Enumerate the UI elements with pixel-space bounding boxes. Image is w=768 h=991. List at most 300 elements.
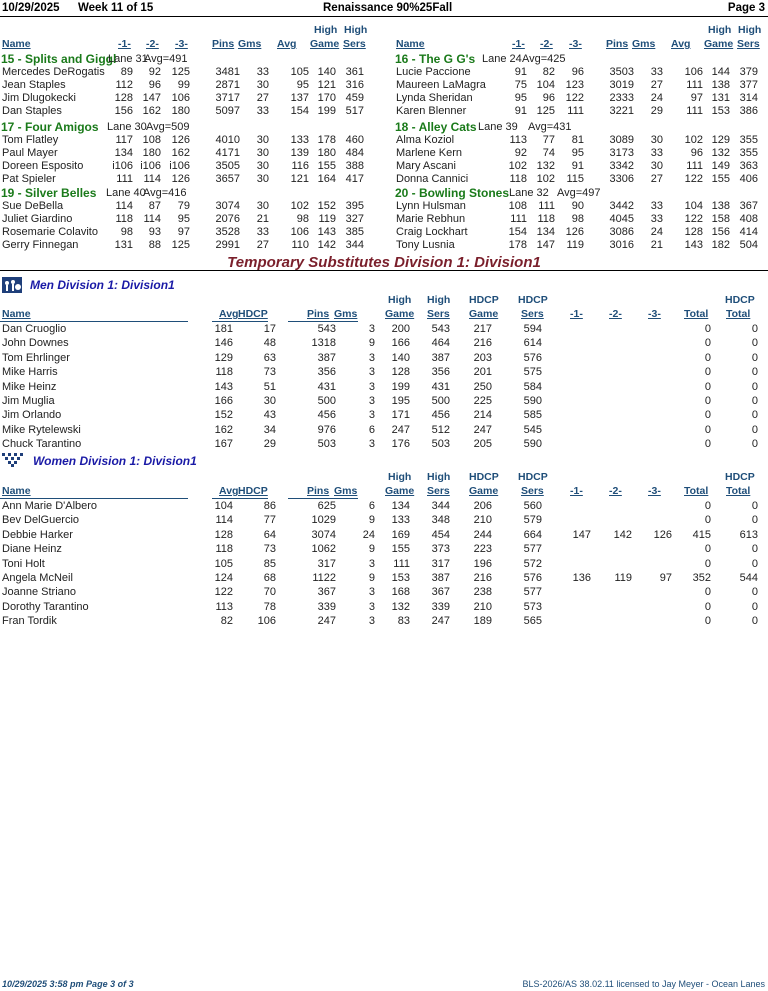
substitute-stat: 3 [368,438,375,451]
substitute-stat: 577 [523,586,542,599]
substitute-stat: 51 [263,380,276,393]
bowler-stat: 75 [514,79,527,91]
substitute-name: Debbie Harker [2,528,73,541]
substitute-stat: 104 [214,500,233,512]
bowler-stat: 30 [256,173,269,185]
substitute-name: Dorothy Tarantino [2,600,89,613]
sub-col-game2: -2- [609,485,622,497]
col-header-high: High [314,24,338,36]
substitute-stat: 3 [368,395,375,407]
team-lane: Lane 39 [478,121,518,133]
bowler-name: Donna Cannici [396,173,469,185]
bowler-stat: 33 [650,66,663,78]
substitute-stat: 0 [751,557,758,570]
bowler-stat: 180 [142,147,161,159]
bowler-stat: 111 [116,173,133,185]
header-underline [0,321,188,322]
substitute-stat: 216 [473,337,492,350]
bowler-stat: 3074 [215,200,240,212]
bowler-stat: 111 [686,105,703,117]
substitute-stat: 503 [317,438,336,451]
sub-col-pins: Pins [307,308,330,320]
header-underline [288,321,358,322]
bowler-stat: 118 [115,213,133,225]
bowler-stat: 3528 [215,226,240,238]
substitute-stat: 189 [473,615,492,628]
substitute-stat: 367 [431,586,450,599]
bowler-stat: 99 [177,79,190,91]
substitute-stat: 214 [473,409,492,422]
substitute-stat: 0 [751,500,758,512]
team-title: 16 - The G G's [395,52,476,66]
col-header-game: Game [310,38,340,50]
bowler-stat: 147 [536,239,555,251]
footer-timestamp: 10/29/2025 3:58 pm Page 3 of 3 [2,979,134,989]
substitute-stat: 0 [751,395,758,407]
substitute-stat: 456 [317,409,336,422]
substitute-row [0,395,768,408]
substitute-stat: 168 [391,586,410,599]
substitute-stat: 155 [391,543,410,556]
substitute-stat: 17 [263,323,276,335]
substitute-stat: 200 [391,323,410,335]
sub-col-high-sers-top: High [427,471,451,483]
substitute-stat: 63 [263,351,276,364]
substitute-stat: 136 [572,572,591,584]
bowler-stat: 96 [571,66,584,78]
bowler-stat: 30 [256,79,269,91]
bowler-stat: 96 [542,92,555,104]
substitute-stat: 579 [523,514,542,527]
bowler-name: Lynda Sheridan [396,92,473,104]
bowler-stat: 139 [290,147,309,159]
bowler-stat: 386 [739,105,758,117]
bowler-stat: 327 [345,213,364,225]
substitute-name: Jim Muglia [2,395,55,407]
sub-col-total: Total [684,485,709,497]
bowler-stat: 91 [571,160,584,172]
bowler-stat: 104 [536,79,555,91]
bowler-stat: 3503 [609,66,634,78]
substitute-stat: 166 [391,337,410,350]
bowler-name: Juliet Giardino [2,213,73,225]
bowler-stat: 97 [177,226,190,238]
substitute-stat: 0 [704,543,711,556]
bowler-row [394,226,768,239]
header-divider [0,16,768,17]
substitute-stat: 348 [431,514,450,527]
substitute-stat: 356 [317,366,336,379]
bowler-stat: 102 [536,173,555,185]
bowler-stat: 408 [739,213,758,225]
bowler-stat: 92 [514,147,527,159]
bowler-stat: 2076 [215,213,240,225]
bowler-stat: 105 [290,66,309,78]
substitute-stat: 565 [523,615,542,628]
bowler-stat: 154 [508,226,527,238]
substitute-stat: 9 [368,543,375,556]
substitute-name: Diane Heinz [2,543,62,556]
header-underline [212,498,268,499]
bowler-stat: 155 [317,160,336,172]
col-header-pins: Pins [212,38,235,50]
bowler-row [0,79,374,92]
sub-col-game3: -3- [648,485,661,497]
sub-col-hdcp-total: Total [726,485,751,497]
sub-col-high-game-top: High [388,471,412,483]
team-lane: Lane 24 [482,53,522,65]
bowler-stat: 93 [148,226,161,238]
bowler-stat: 88 [148,239,161,251]
substitute-stat: 9 [368,514,375,527]
substitute-stat: 97 [659,572,672,584]
substitute-stat: 86 [263,500,276,512]
bowler-stat: 95 [571,147,584,159]
substitute-stat: 201 [473,366,492,379]
col-header-game2: -2- [146,38,159,50]
bowler-name: Lucie Paccione [396,66,471,78]
substitute-stat: 577 [523,543,542,556]
bowler-row [0,92,374,105]
substitute-stat: 0 [751,423,758,436]
substitute-stat: 85 [263,557,276,570]
sub-col-hdcp-total-top: HDCP [725,294,755,306]
substitute-stat: 590 [523,438,542,451]
bowler-stat: 24 [650,92,663,104]
team-lane: Lane 31 [108,53,148,65]
bowler-stat: 417 [345,173,364,185]
bowler-row [0,105,374,118]
substitute-row [0,514,768,527]
substitute-stat: 118 [215,543,233,556]
bowler-stat: 33 [256,66,269,78]
bowler-stat: 77 [542,134,555,146]
substitute-stat: 0 [751,409,758,422]
col-header-avg: Avg [671,38,691,50]
substitute-stat: 625 [317,500,336,512]
bowler-stat: 128 [114,92,133,104]
substitute-stat: 584 [523,380,542,393]
substitute-stat: 205 [473,438,492,451]
bowler-stat: 122 [565,92,584,104]
bowler-row [394,200,768,213]
substitute-stat: 344 [431,500,450,512]
bowler-stat: 134 [114,147,133,159]
substitute-stat: 111 [393,557,410,570]
substitute-stat: 247 [391,423,410,436]
bowler-stat: 87 [148,200,161,212]
bowler-stat: 484 [345,147,364,159]
col-header-game2: -2- [540,38,553,50]
bowler-stat: 33 [650,213,663,225]
bowler-stat: 132 [536,160,555,172]
bowler-stat: 89 [120,66,133,78]
sub-col-hdcp-game-top: HDCP [469,471,499,483]
substitute-stat: 70 [263,586,276,599]
substitute-stat: 134 [391,500,410,512]
substitute-stat: 387 [317,351,336,364]
substitute-name: Toni Holt [2,557,45,570]
substitute-stat: 181 [214,323,233,335]
col-header-game1: -1- [118,38,131,50]
substitute-stat: 0 [751,615,758,628]
substitute-name: Bev DelGuercio [2,514,80,527]
substitute-row [0,529,768,542]
sub-col-hdcp-game: Game [469,308,499,320]
substitute-stat: 147 [572,528,591,541]
substitute-stat: 247 [431,615,450,628]
bowler-stat: 118 [509,173,527,185]
bowler-stat: 126 [171,173,190,185]
bowler-name: Alma Koziol [396,134,455,146]
bowler-stat: 111 [686,160,703,172]
substitute-stat: 195 [391,395,410,407]
sub-col-high-sers: Sers [427,485,450,497]
bowler-stat: 363 [739,160,758,172]
bowler-stat: 3089 [609,134,634,146]
bowler-stat: 108 [508,200,527,212]
sub-col-hdcp-total-top: HDCP [725,471,755,483]
bowler-stat: 114 [143,213,161,225]
col-header-avg: Avg [277,38,297,50]
bowler-stat: 152 [317,200,336,212]
bowler-row [394,105,768,118]
substitute-stat: 500 [431,395,450,407]
sub-col-gms: Gms [334,485,358,497]
substitute-stat: 77 [263,514,276,527]
substitute-stat: 6 [368,423,375,436]
bowler-stat: 119 [566,239,584,251]
bowler-stat: 314 [739,92,758,104]
col-header-sers: Sers [737,38,760,50]
bowler-stat: 4010 [215,134,240,146]
substitute-name: Mike Harris [2,366,58,379]
col-header-gms: Gms [632,38,656,50]
bowler-stat: 153 [711,105,730,117]
substitute-stat: 225 [473,395,492,407]
substitute-stat: 456 [431,409,450,422]
substitute-stat: 238 [473,586,492,599]
substitute-stat: 3074 [311,528,336,541]
team-lane: Lane 40 [106,187,146,199]
bowler-stat: 27 [256,92,269,104]
substitute-stat: 210 [473,600,492,613]
bowler-stat: 504 [739,239,758,251]
substitute-stat: 152 [214,409,233,422]
bowler-name: Karen Blenner [396,105,467,117]
substitute-stat: 64 [263,528,276,541]
substitute-row [0,601,768,614]
substitute-stat: 124 [214,572,233,584]
bowler-stat: 114 [115,200,133,212]
sub-col-game2: -2- [609,308,622,320]
team-title: 20 - Bowling Stones [395,186,510,200]
bowler-stat: 111 [538,200,555,212]
bowler-stat: 117 [115,134,133,146]
bowler-stat: 82 [542,66,555,78]
substitute-stat: 129 [214,351,233,364]
substitute-stat: 68 [263,572,276,584]
bowler-stat: 395 [345,200,364,212]
substitute-stat: 3 [368,557,375,570]
bowler-stat: 121 [290,173,309,185]
substitute-row [0,424,768,437]
substitute-stat: 590 [523,395,542,407]
substitute-stat: 126 [653,528,672,541]
bowler-stat: 98 [296,213,309,225]
bowler-stat: 30 [256,160,269,172]
sub-col-hdcp-sers-top: HDCP [518,471,548,483]
bowler-stat: i106 [169,160,190,172]
substitute-name: John Downes [2,337,69,350]
sub-col-hdcp-sers-top: HDCP [518,294,548,306]
bowler-stat: 122 [684,213,703,225]
substitute-stat: 1029 [311,514,336,527]
substitute-stat: 118 [215,366,233,379]
bowler-stat: 96 [148,79,161,91]
team-average: Avg=431 [528,121,572,133]
substitute-row [0,615,768,628]
bowler-row [0,160,374,173]
substitute-stat: 0 [751,586,758,599]
bowler-stat: 91 [514,66,527,78]
bowler-stat: 355 [739,147,758,159]
substitute-stat: 113 [215,600,233,613]
bowler-stat: 131 [711,92,730,104]
men-bowling-icon [2,277,22,293]
substitute-stat: 128 [391,366,410,379]
bowler-stat: 414 [739,226,758,238]
bowler-stat: 119 [318,213,336,225]
substitute-stat: 73 [263,543,276,556]
bowler-stat: 113 [509,134,527,146]
substitute-stat: 415 [692,528,711,541]
col-header-high: High [708,24,732,36]
team-title: 17 - Four Amigos [1,120,99,134]
bowler-stat: 27 [650,173,663,185]
substitutes-title: Temporary Substitutes Division 1: Division1 [227,254,541,271]
bowler-stat: 182 [711,239,730,251]
col-header-name: Name [2,38,31,50]
team-average: Avg=416 [143,187,187,199]
sub-col-hdcp-total: Total [726,308,751,320]
substitute-stat: 199 [391,380,410,393]
substitute-stat: 572 [523,557,542,570]
substitute-stat: 250 [473,380,492,393]
bowler-stat: 108 [142,134,161,146]
sub-col-name: Name [2,485,31,497]
bowler-stat: 81 [571,134,584,146]
substitute-stat: 106 [257,615,276,628]
col-header-gms: Gms [238,38,262,50]
substitute-stat: 3 [368,351,375,364]
bowler-stat: 3221 [609,105,634,117]
substitute-stat: 373 [431,543,450,556]
substitute-name: Jim Orlando [2,409,62,422]
sub-col-hdcp: HDCP [238,485,268,497]
substitute-stat: 223 [473,543,492,556]
bowler-stat: 3306 [609,173,634,185]
substitute-stat: 24 [362,528,375,541]
bowler-stat: 30 [650,134,663,146]
team-average: Avg=509 [146,121,190,133]
bowler-stat: 27 [650,79,663,91]
bowler-stat: 133 [290,134,309,146]
substitute-stat: 0 [751,438,758,451]
substitute-stat: 1318 [311,337,336,350]
bowler-row [394,92,768,105]
bowler-stat: 111 [686,79,703,91]
bowler-stat: 33 [650,147,663,159]
col-header-game3: -3- [569,38,582,50]
bowler-stat: 156 [711,226,730,238]
bowler-stat: 122 [684,173,703,185]
bowler-name: Rosemarie Colavito [2,226,98,238]
substitute-row [0,352,768,365]
substitute-stat: 30 [263,395,276,407]
substitute-stat: 503 [431,438,450,451]
bowler-stat: 154 [290,105,309,117]
team-title: 15 - Splits and Giggl [1,52,117,66]
bowler-name: Jean Staples [2,79,66,91]
substitute-stat: 3 [368,600,375,613]
substitute-stat: 0 [704,395,711,407]
substitute-stat: 143 [214,380,233,393]
bowler-stat: 379 [739,66,758,78]
substitute-row [0,586,768,599]
substitute-stat: 73 [263,366,276,379]
bowler-stat: 2871 [215,79,240,91]
bowler-stat: 125 [171,66,190,78]
substitute-stat: 176 [391,438,410,451]
substitute-stat: 0 [704,586,711,599]
bowler-stat: 116 [291,160,309,172]
bowler-stat: 2333 [609,92,634,104]
team-average: Avg=491 [144,53,188,65]
bowler-stat: 111 [567,105,584,117]
bowler-name: Marlene Kern [396,147,463,159]
bowler-stat: 460 [345,134,364,146]
bowler-row [394,173,768,186]
substitute-stat: 575 [523,366,542,379]
substitute-stat: 0 [704,366,711,379]
bowler-stat: 316 [345,79,364,91]
bowler-stat: 3342 [609,160,634,172]
substitute-stat: 543 [431,323,450,335]
bowler-stat: 344 [345,239,364,251]
substitute-stat: 3 [368,380,375,393]
substitute-row [0,438,768,451]
bowler-stat: 156 [114,105,133,117]
substitute-stat: 153 [391,572,410,584]
bowler-stat: 118 [537,213,555,225]
bowler-stat: 30 [256,134,269,146]
substitute-stat: 210 [473,514,492,527]
substitute-stat: 454 [431,528,450,541]
substitute-stat: 3 [368,366,375,379]
substitute-stat: 167 [214,438,233,451]
substitute-stat: 133 [391,514,410,527]
bowler-stat: 95 [177,213,190,225]
bowler-stat: 114 [143,173,161,185]
substitute-stat: 317 [431,557,450,570]
sub-col-high-game: Game [385,308,415,320]
sub-col-avg: Avg [219,308,239,320]
substitute-stat: 3 [368,323,375,335]
substitute-stat: 976 [317,423,336,436]
bowler-stat: 3173 [609,147,634,159]
bowler-stat: 98 [120,226,133,238]
